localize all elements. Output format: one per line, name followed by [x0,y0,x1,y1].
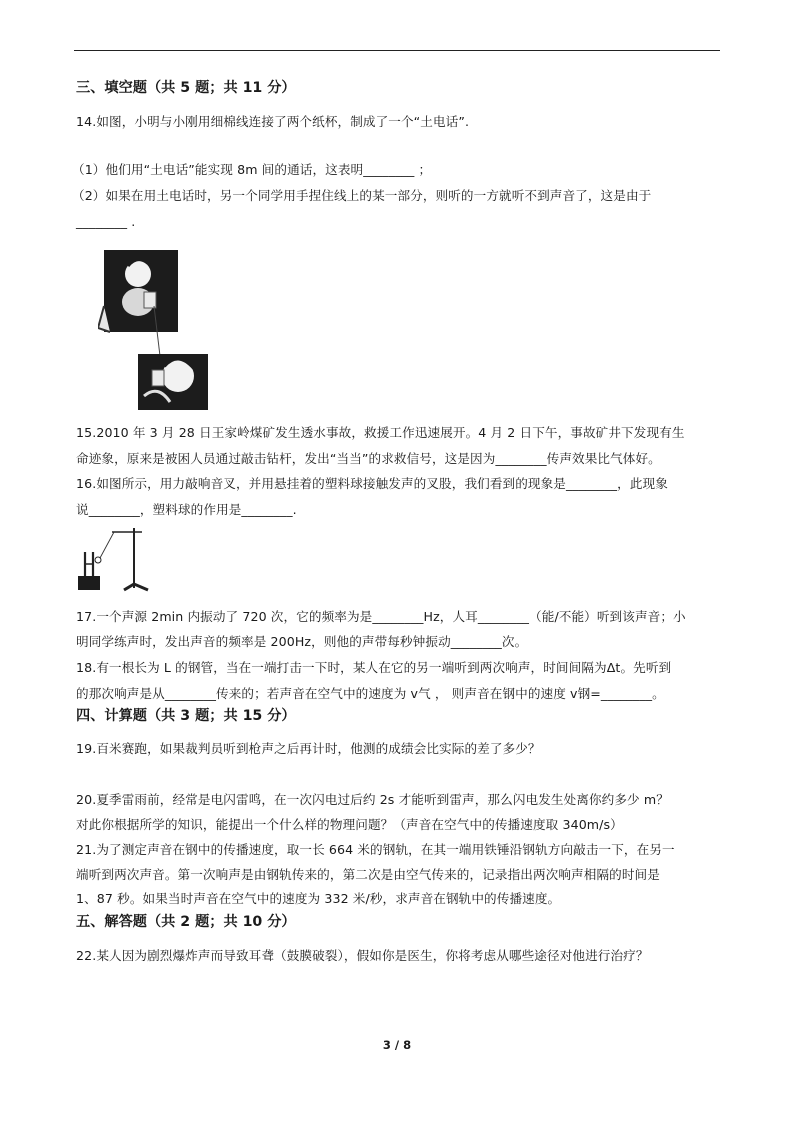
section-fill-heading: 三、填空题（共 5 题；共 11 分） [76,80,296,96]
tuning-fork-figure [76,524,156,594]
q15-line2: 命迹象，原来是被困人员通过敲击钻杆，发出“当当”的求救信号，这是因为________传声效果比气体好。 [76,451,661,466]
section-calc-heading: 四、计算题（共 3 题；共 15 分） [76,708,296,724]
q21-line1: 21.为了测定声音在钢中的传播速度，取一长 664 米的钢轨，在其一端用铁锤沿钢轨方向敲击一下，在另一 [76,842,675,857]
section-answer-heading: 五、解答题（共 2 题；共 10 分） [76,914,296,930]
q19-line1: 19.百米赛跑，如果裁判员听到枪声之后再计时，他测的成绩会比实际的差了多少？ [76,741,541,756]
q22-line1: 22.某人因为剧烈爆炸声而导致耳聋（鼓膜破裂），假如你是医生，你将考虑从哪些途径对他进行治疗？ [76,948,649,963]
q21-line3: 1、87 秒。如果当时声音在空气中的速度为 332 米/秒，求声音在钢轨中的传播速度。 [76,891,561,906]
q17-line1: 17.一个声源 2min 内振动了 720 次，它的频率为是________Hz，人耳________（能/不能）听到该声音；小 [76,609,686,624]
q14-part2: （2）如果在用土电话时，另一个同学用手捏住线上的某一部分，则听的一方就听不到声音了，这是由于 [72,188,652,203]
q18-line2: 的那次响声是从________传来的；若声音在空气中的速度为 v气 ， 则声音在钢中的速度 v钢=________。 [76,686,665,701]
page-number: 3 / 8 [382,1038,412,1052]
q20-line2: 对此你根据所学的知识，能提出一个什么样的物理问题？（声音在空气中的传播速度取 340m/s） [76,817,623,832]
q17-line2: 明同学练声时，发出声音的频率是 200Hz，则他的声带每秒钟振动________次。 [76,634,528,649]
q14-part3: ________ . [76,214,136,229]
q21-line2: 端听到两次声音。第一次响声是由钢轨传来的，第二次是由空气传来的，记录指出两次响声相隔的时间是 [76,867,660,882]
q14-part1: （1）他们用“土电话”能实现 8m 间的通话，这表明________ ； [72,162,432,177]
header-rule [74,50,720,51]
tin-can-phone-figure [98,246,208,410]
q18-line1: 18.有一根长为 L 的钢管，当在一端打击一下时，某人在它的另一端听到两次响声，时间间隔为Δt。先听到 [76,660,672,675]
q16-line2: 说________，塑料球的作用是________. [76,502,297,517]
q16-line1: 16.如图所示，用力敲响音叉，并用悬挂着的塑料球接触发声的叉股，我们看到的现象是________，此现象 [76,476,668,491]
q20-line1: 20.夏季雷雨前，经常是电闪雷鸣，在一次闪电过后约 2s 才能听到雷声，那么闪电发生处离你约多少 m？ [76,792,669,807]
q14-stem: 14.如图，小明与小刚用细棉线连接了两个纸杯，制成了一个“土电话”. [76,114,470,129]
q15-line1: 15.2010 年 3 月 28 日王家岭煤矿发生透水事故，救援工作迅速展开。4 月 2 日下午，事故矿井下发现有生 [76,425,685,440]
